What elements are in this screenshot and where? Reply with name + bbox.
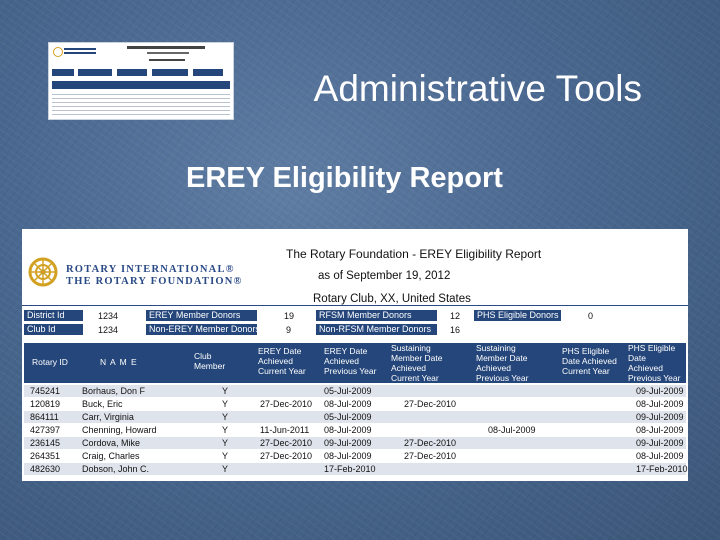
phs-donors-label: PHS Eligible Donors [474, 310, 561, 321]
cell-erey-previous: 05-Jul-2009 [324, 412, 372, 422]
cell-name: Carr, Virginia [82, 412, 134, 422]
cell-phs-previous: 09-Jul-2009 [636, 386, 684, 396]
cell-name: Craig, Charles [82, 451, 140, 461]
col-phs-previous: PHS Eligible Date Achieved Previous Year [628, 343, 681, 383]
col-erey-previous: EREY Date Achieved Previous Year [324, 346, 377, 376]
non-rfsm-donors-value: 16 [450, 325, 461, 335]
cell-name: Dobson, John C. [82, 464, 150, 474]
table-row [24, 450, 686, 462]
col-erey-current: EREY Date Achieved Current Year [258, 346, 306, 376]
cell-club-member: Y [222, 464, 229, 474]
table-header [24, 343, 686, 383]
report-title: The Rotary Foundation - EREY Eligibility Report [286, 247, 542, 261]
cell-phs-previous: 08-Jul-2009 [636, 451, 684, 461]
cell-name: Buck, Eric [82, 399, 123, 409]
report-date: as of September 19, 2012 [318, 270, 451, 282]
cell-club-member: Y [222, 399, 229, 409]
cell-sustaining-current: 27-Dec-2010 [404, 399, 457, 409]
cell-erey-current: 27-Dec-2010 [260, 451, 313, 461]
cell-phs-previous: 09-Jul-2009 [636, 438, 684, 448]
cell-name: Chenning, Howard [82, 425, 157, 435]
non-rfsm-donors-label: Non-RFSM Member Donors [316, 324, 437, 335]
col-sustaining-current: Sustaining Member Date Achieved Current Year [391, 343, 443, 383]
cell-erey-previous: 08-Jul-2009 [324, 451, 372, 461]
table-row [24, 424, 686, 436]
report-club: Rotary Club, XX, United States [313, 293, 471, 305]
header-rule [22, 305, 688, 306]
cell-phs-previous: 17-Feb-2010 [636, 464, 688, 474]
slide-subtitle: EREY Eligibility Report [186, 162, 503, 194]
cell-rotary-id: 264351 [30, 451, 61, 461]
cell-erey-current: 11-Jun-2011 [260, 425, 310, 435]
cell-rotary-id: 482630 [30, 464, 61, 474]
cell-club-member: Y [222, 425, 229, 435]
cell-club-member: Y [222, 438, 229, 448]
non-erey-donors-label: Non-EREY Member Donors [146, 324, 257, 335]
cell-club-member: Y [222, 386, 229, 396]
rotary-wheel-icon [28, 257, 58, 287]
cell-erey-previous: 08-Jul-2009 [324, 399, 372, 409]
cell-rotary-id: 427397 [30, 425, 61, 435]
cell-name: Borhaus, Don F [82, 386, 146, 396]
table-row [24, 385, 686, 397]
cell-erey-previous: 17-Feb-2010 [324, 464, 376, 474]
col-phs-current: PHS Eligible Date Achieved Current Year [562, 346, 617, 376]
cell-erey-previous: 05-Jul-2009 [324, 386, 372, 396]
org-name-line1: ROTARY INTERNATIONAL® [66, 264, 235, 275]
district-label: District Id [24, 310, 83, 321]
phs-donors-value: 0 [588, 311, 594, 321]
cell-rotary-id: 236145 [30, 438, 61, 448]
cell-sustaining-current: 27-Dec-2010 [404, 451, 457, 461]
col-club-member: Club Member [194, 351, 226, 371]
cell-club-member: Y [222, 451, 229, 461]
cell-erey-previous: 09-Jul-2009 [324, 438, 372, 448]
club-value: 1234 [98, 325, 119, 335]
cell-sustaining-current: 27-Dec-2010 [404, 438, 457, 448]
rfsm-donors-label: RFSM Member Donors [316, 310, 437, 321]
table-row [24, 411, 686, 423]
table-row [24, 437, 686, 449]
district-value: 1234 [98, 311, 119, 321]
erey-donors-value: 19 [284, 311, 295, 321]
cell-phs-previous: 09-Jul-2009 [636, 412, 684, 422]
org-name-line2: THE ROTARY FOUNDATION® [66, 276, 243, 287]
cell-phs-previous: 08-Jul-2009 [636, 399, 684, 409]
cell-club-member: Y [222, 412, 229, 422]
table-row [24, 398, 686, 410]
table-row [24, 463, 686, 475]
col-sustaining-previous: Sustaining Member Date Achieved Previous Year [476, 343, 529, 383]
club-label: Club Id [24, 324, 83, 335]
non-erey-donors-value: 9 [286, 325, 292, 335]
cell-rotary-id: 745241 [30, 386, 61, 396]
cell-rotary-id: 120819 [30, 399, 61, 409]
cell-sustaining-previous: 08-Jul-2009 [488, 425, 536, 435]
cell-erey-current: 27-Dec-2010 [260, 438, 313, 448]
cell-rotary-id: 864111 [30, 412, 59, 422]
cell-name: Cordova, Mike [82, 438, 141, 448]
erey-donors-label: EREY Member Donors [146, 310, 257, 321]
slide-title: Administrative Tools [313, 68, 642, 109]
cell-erey-previous: 08-Jul-2009 [324, 425, 372, 435]
cell-phs-previous: 08-Jul-2009 [636, 425, 684, 435]
cell-erey-current: 27-Dec-2010 [260, 399, 313, 409]
erey-report [22, 229, 688, 481]
rfsm-donors-value: 12 [450, 311, 461, 321]
col-name: N A M E [100, 357, 138, 367]
col-rotary-id: Rotary ID [32, 357, 68, 367]
